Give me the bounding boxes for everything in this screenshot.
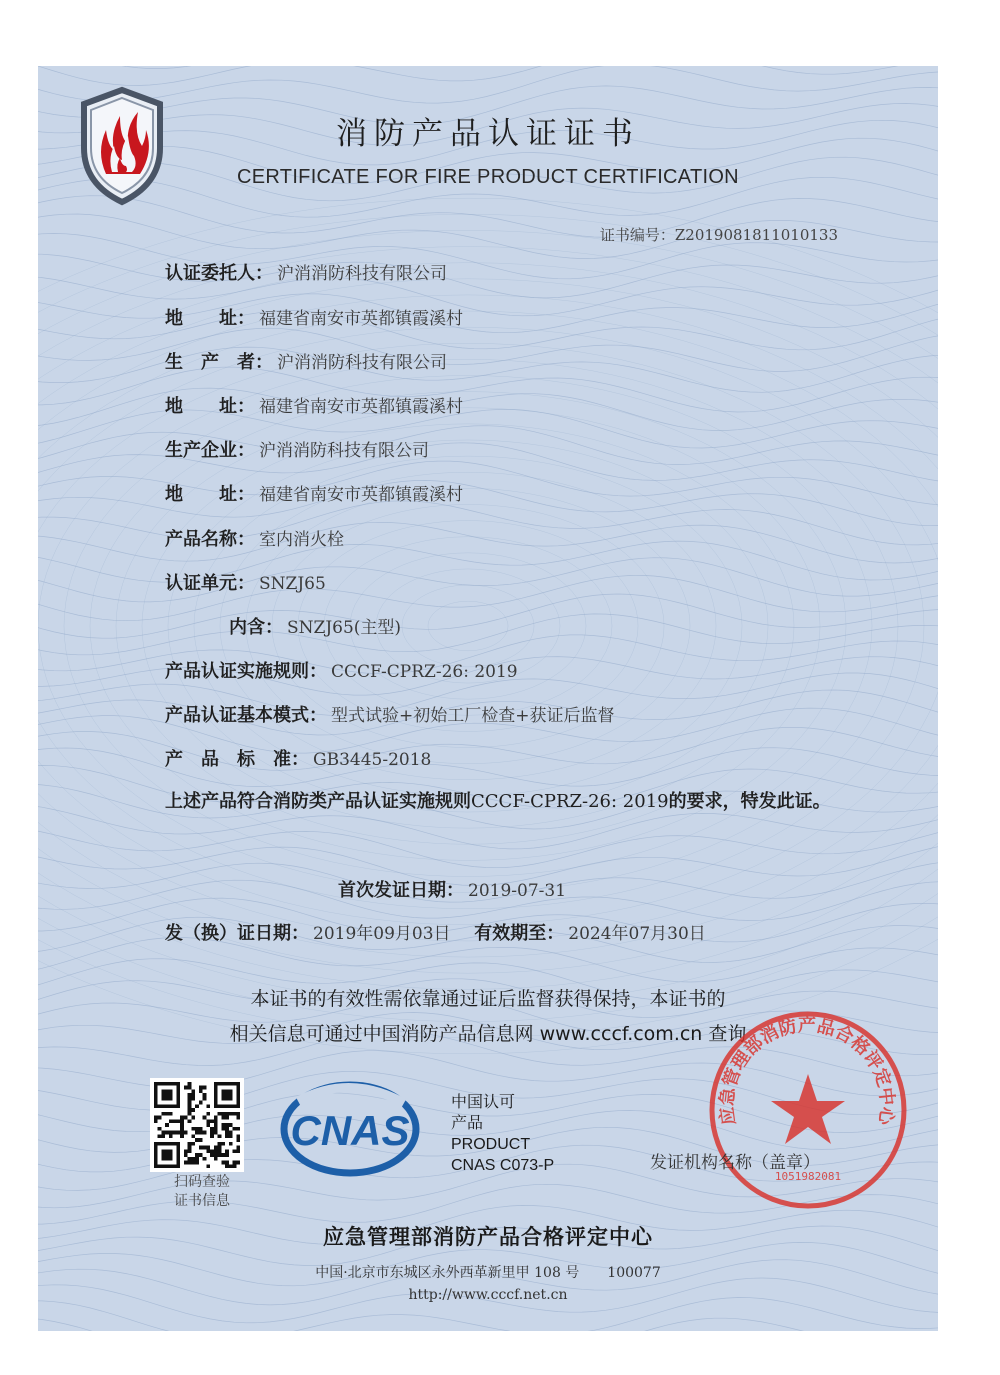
field-value: CCCF-CPRZ-26: 2019 bbox=[331, 662, 518, 682]
field-label: 产品认证实施规则： bbox=[165, 661, 327, 682]
qr-code[interactable] bbox=[150, 1078, 244, 1172]
statement-part2: 的要求，特发此证。 bbox=[668, 791, 831, 812]
cnas-line3: PRODUCT bbox=[451, 1136, 531, 1153]
field-row-applicant bbox=[165, 259, 447, 289]
issue-value: 2019年09月03日 bbox=[313, 924, 451, 944]
field-label: 产品认证基本模式： bbox=[165, 705, 327, 726]
field-row-product-name bbox=[165, 525, 344, 555]
field-row-contains bbox=[229, 613, 401, 643]
qr-caption bbox=[156, 1173, 248, 1211]
issue-label: 发（换）证日期： bbox=[165, 923, 309, 944]
footer-organization: 应急管理部消防产品合格评定中心 bbox=[323, 1225, 653, 1249]
qr-caption-line2: 证书信息 bbox=[174, 1193, 230, 1209]
qr-caption-line1: 扫码查验 bbox=[174, 1174, 230, 1190]
field-label: 生 产 者： bbox=[165, 352, 273, 373]
cnas-accreditation-text bbox=[451, 1092, 554, 1176]
field-value: 沪消消防科技有限公司 bbox=[277, 264, 447, 284]
footer-address: 中国·北京市东城区永外西革新里甲 108 号 100077 bbox=[315, 1265, 661, 1281]
field-value: 福建省南安市英都镇霞溪村 bbox=[259, 309, 463, 329]
field-label: 内含： bbox=[229, 617, 283, 638]
field-row-manufacturer-address bbox=[165, 392, 463, 422]
field-row-cert-mode bbox=[165, 701, 615, 731]
field-label: 产 品 标 准： bbox=[165, 749, 309, 770]
cnas-logo-text: CNAS bbox=[290, 1107, 410, 1154]
field-label: 生产企业： bbox=[165, 440, 255, 461]
field-value: 型式试验+初始工厂检查+获证后监督 bbox=[331, 706, 615, 726]
certificate-number: 证书编号：Z2019081811010133 bbox=[599, 226, 838, 244]
seal-number: 1051982081 bbox=[774, 1170, 842, 1183]
field-value: SNZJ65 bbox=[259, 574, 326, 594]
title-english: CERTIFICATE FOR FIRE PRODUCT CERTIFICATION bbox=[237, 166, 739, 188]
field-row-factory bbox=[165, 436, 429, 466]
footer-url[interactable]: http://www.cccf.net.cn bbox=[408, 1287, 568, 1303]
official-seal bbox=[706, 1008, 910, 1212]
field-label: 认证委托人： bbox=[165, 263, 273, 284]
first-issue-label: 首次发证日期： bbox=[338, 880, 464, 901]
field-label: 地 址： bbox=[165, 484, 255, 505]
field-value: 沪消消防科技有限公司 bbox=[259, 441, 429, 461]
field-value: GB3445-2018 bbox=[313, 750, 432, 770]
cnas-line1: 中国认可 bbox=[451, 1094, 516, 1111]
statement-part1: 上述产品符合消防类产品认证实施规则 bbox=[165, 791, 471, 812]
expiry-label: 有效期至： bbox=[474, 923, 565, 944]
issue-date-row bbox=[165, 919, 706, 949]
field-label: 地 址： bbox=[165, 308, 255, 329]
first-issue-date-row bbox=[338, 876, 566, 906]
cnas-line2: 产品 bbox=[451, 1115, 484, 1132]
field-row-cert-unit bbox=[165, 569, 326, 599]
field-label: 产品名称： bbox=[165, 529, 255, 550]
field-row-product-standard bbox=[165, 745, 431, 775]
field-label: 认证单元： bbox=[165, 573, 255, 594]
seal-ring-text: 应急管理部消防产品合格评定中心 bbox=[716, 1015, 898, 1127]
field-row-implementation-rule bbox=[165, 657, 518, 687]
cnas-logo bbox=[270, 1079, 430, 1183]
title-chinese: 消防产品认证证书 bbox=[336, 116, 640, 152]
validity-line-2: 相关信息可通过中国消防产品信息网 www.cccf.com.cn 查询 bbox=[229, 1023, 747, 1045]
validity-line-1: 本证书的有效性需依靠通过证后监督获得保持，本证书的 bbox=[250, 988, 726, 1010]
field-value: 福建省南安市英都镇霞溪村 bbox=[259, 397, 463, 417]
statement-rule: CCCF-CPRZ-26: 2019 bbox=[471, 791, 669, 812]
field-value: SNZJ65(主型) bbox=[287, 618, 402, 638]
certificate-sheet bbox=[38, 66, 938, 1331]
field-value: 沪消消防科技有限公司 bbox=[277, 353, 447, 373]
compliance-statement bbox=[165, 781, 845, 823]
seal-star-icon bbox=[771, 1074, 845, 1144]
field-value: 室内消火栓 bbox=[259, 530, 344, 550]
field-row-factory-address bbox=[165, 480, 463, 510]
field-row-applicant-address bbox=[165, 304, 463, 334]
field-row-manufacturer bbox=[165, 348, 447, 378]
field-value: 福建省南安市英都镇霞溪村 bbox=[259, 485, 463, 505]
cnas-line4: CNAS C073-P bbox=[451, 1157, 555, 1174]
field-label: 地 址： bbox=[165, 396, 255, 417]
issuer-label: 发证机构名称（盖章） bbox=[650, 1153, 820, 1173]
first-issue-value: 2019-07-31 bbox=[468, 881, 567, 901]
expiry-value: 2024年07月30日 bbox=[568, 924, 706, 944]
